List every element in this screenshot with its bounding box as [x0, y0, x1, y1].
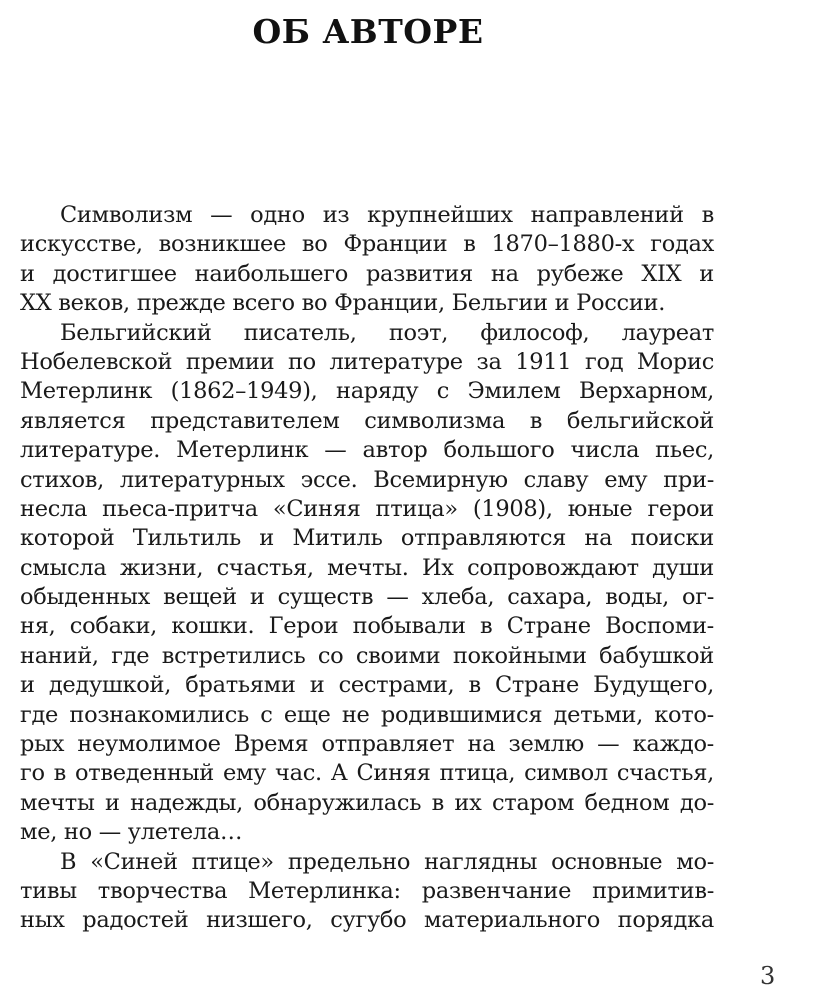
text-line: и дедушкой, братьями и сестрами, в Стране Будущего, [20, 672, 714, 699]
text-line: является представителем символизма в бельгийской [20, 407, 714, 434]
text-line: го в отведенный ему час. А Синяя птица, символ счастья, [20, 760, 714, 787]
text-line: тивы творчества Метерлинка: развенчание примитив- [20, 877, 714, 904]
text-line: Бельгийский писатель, поэт, философ, лауреат [60, 319, 714, 346]
page-title: ОБ АВТОРЕ [252, 12, 484, 51]
text-line: мечты и надежды, обнаружилась в их старом бедном до- [20, 789, 714, 816]
text-line: Метерлинк (1862–1949), наряду с Эмилем Верхарном, [20, 378, 714, 405]
text-line: несла пьеса-притча «Синяя птица» (1908), юные герои [20, 495, 714, 522]
text-line: рых неумолимое Время отправляет на землю — каждо- [20, 731, 714, 758]
text-line: которой Тильтиль и Митиль отправляются на поиски [20, 525, 714, 552]
page-number: 3 [760, 962, 776, 990]
text-line: Символизм — одно из крупнейших направлений в [60, 202, 714, 228]
text-line: и достигшее наибольшего развития на рубеже XIX и [20, 260, 714, 287]
text-line: Нобелевской премии по литературе за 1911 год Морис [20, 348, 714, 375]
text-line: обыденных вещей и существ — хлеба, сахара, воды, ог- [20, 584, 714, 611]
text-line: стихов, литературных эссе. Всемирную славу ему при- [20, 466, 714, 493]
text-line: искусстве, возникшее во Франции в 1870–1880-х годах [20, 231, 714, 258]
text-line: где познакомились с еще не родившимися детьми, кото- [20, 701, 714, 728]
text-line: литературе. Метерлинк — автор большого числа пьес, [20, 437, 714, 464]
text-line: ня, собаки, кошки. Герои побывали в Стране Воспоми- [20, 613, 714, 640]
text-line: ме, но — улетела… [20, 819, 243, 846]
text-line: В «Синей птице» предельно наглядны основные мо- [60, 848, 714, 875]
body-text [20, 201, 714, 936]
text-line: наний, где встретились со своими покойными бабушкой [20, 642, 714, 669]
text-line: смысла жизни, счастья, мечты. Их сопровождают души [20, 554, 714, 581]
text-line: XX веков, прежде всего во Франции, Бельгии и России. [20, 290, 666, 317]
text-line: ных радостей низшего, сугубо материального порядка [20, 907, 714, 934]
